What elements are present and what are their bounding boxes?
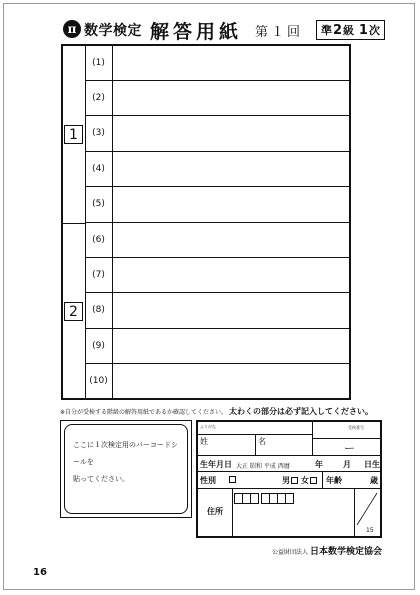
male-checkbox[interactable]	[291, 477, 298, 484]
answer-table	[61, 44, 351, 400]
furigana-label: ふりがな	[200, 424, 216, 429]
grade-stage-suffix: 次	[368, 24, 380, 37]
pi-logo-icon: π	[63, 20, 81, 38]
barcode-area	[60, 420, 192, 518]
postal-box[interactable]	[250, 493, 259, 504]
group-1	[63, 46, 85, 224]
age-unit: 歳	[370, 476, 378, 485]
grade-level-label: 級	[343, 24, 355, 37]
month-label: 月	[343, 460, 351, 469]
address-split	[232, 488, 233, 538]
answer-row[interactable]	[85, 81, 349, 116]
organization	[272, 544, 382, 557]
exam-no-split	[312, 422, 313, 455]
barcode-instruction-line1: ここに１次検定用のバーコードシールを	[73, 441, 178, 466]
era-heisei: 平成	[263, 463, 276, 470]
day-label: 日生	[364, 460, 380, 469]
female-checkbox[interactable]	[310, 477, 317, 484]
grade-number: 2	[333, 22, 343, 38]
group-1-label: 1	[64, 125, 83, 144]
era-taisho: 大正	[236, 463, 249, 470]
sex-divider	[198, 488, 380, 489]
question-number: (2)	[85, 81, 113, 115]
page-title: 解答用紙	[150, 21, 243, 43]
dob-divider	[198, 471, 380, 472]
grade-badge	[316, 20, 385, 40]
age-split	[322, 471, 323, 488]
answer-row[interactable]	[85, 223, 349, 258]
question-number: (4)	[85, 152, 113, 186]
answer-row[interactable]	[85, 187, 349, 223]
question-number: (1)	[85, 46, 113, 80]
era-seireki: 西暦	[277, 463, 290, 470]
brand-name: 数学検定	[84, 23, 142, 39]
answer-row[interactable]	[85, 116, 349, 151]
instructions	[60, 406, 373, 417]
barcode-sticker-box	[64, 424, 188, 514]
question-number: (3)	[85, 116, 113, 150]
answer-row[interactable]	[85, 152, 349, 187]
answer-row[interactable]	[85, 364, 349, 398]
check-grade-note: ※自分が受検する階級の解答用紙であるか確認してください。	[60, 409, 228, 416]
name-split	[255, 434, 256, 455]
bold-frame-note: 太わくの部分は必ず記入してください。	[228, 407, 373, 416]
surname-label: 姓	[200, 437, 208, 446]
exam-round: 第１回	[255, 25, 304, 40]
group-2	[63, 223, 85, 398]
answer-row[interactable]	[85, 46, 349, 81]
question-number: (8)	[85, 293, 113, 327]
era-options[interactable]	[236, 461, 290, 470]
year-label: 年	[315, 460, 323, 469]
answer-row[interactable]	[85, 329, 349, 364]
era-showa: 昭和	[249, 463, 262, 470]
applicant-info-box	[196, 420, 382, 538]
grade-stage: 1	[358, 22, 368, 38]
female-option[interactable]: 女	[301, 475, 318, 486]
question-number: (5)	[85, 187, 113, 222]
question-number: (10)	[85, 364, 113, 398]
sex-label: 性別	[200, 476, 216, 485]
question-number: (6)	[85, 223, 113, 257]
dob-label: 生年月日	[200, 460, 232, 469]
question-number: (7)	[85, 258, 113, 292]
org-prefix: 公益財団法人	[272, 549, 309, 556]
question-number: (9)	[85, 329, 113, 363]
page-number: 16	[33, 567, 47, 578]
age-label: 年齢	[326, 476, 342, 485]
postal-box[interactable]	[285, 493, 294, 504]
group-2-label: 2	[64, 302, 83, 321]
form-code: 15	[366, 527, 374, 534]
address-label: 住所	[207, 507, 223, 516]
exam-no-divider	[312, 438, 380, 439]
male-option[interactable]: 男	[282, 475, 299, 486]
org-name: 日本数学検定協会	[309, 547, 382, 557]
exam-no-dash: ー	[344, 442, 355, 455]
sex-check-blank[interactable]	[228, 476, 237, 483]
answer-row[interactable]	[85, 293, 349, 328]
grade-prefix: 準	[321, 24, 332, 37]
exam-no-label: 受検番号	[348, 425, 364, 430]
given-name-label: 名	[258, 437, 266, 446]
barcode-instruction-line2: 貼ってください。	[73, 475, 129, 483]
answer-row[interactable]	[85, 258, 349, 293]
